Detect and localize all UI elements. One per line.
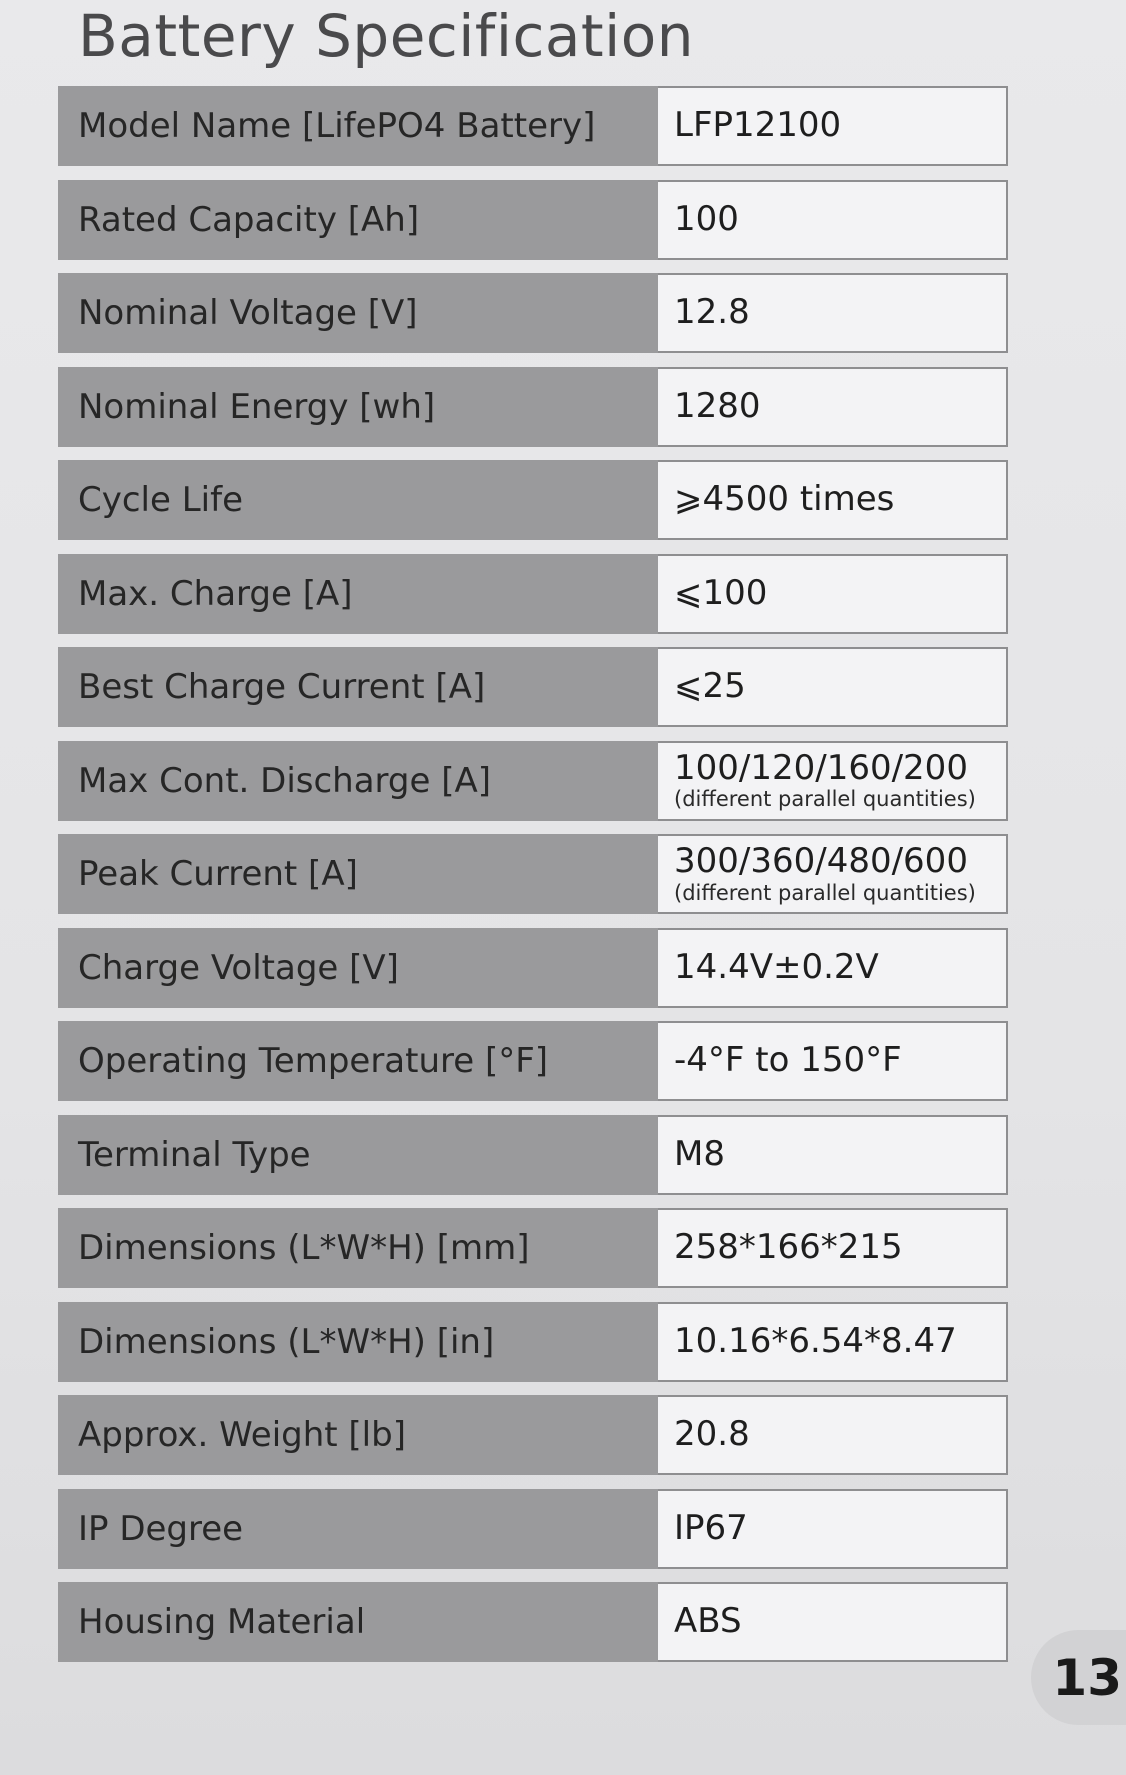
spec-label: Cycle Life (58, 460, 658, 540)
spec-value: ⩾4500 times (674, 479, 895, 520)
spec-row (58, 367, 1008, 447)
spec-row (58, 1395, 1008, 1475)
spec-row (58, 1489, 1008, 1569)
spec-value: ⩽100 (674, 572, 768, 613)
page-title: Battery Specification (78, 2, 694, 70)
spec-value: IP67 (674, 1507, 748, 1548)
page-number: 13 (1031, 1630, 1126, 1725)
spec-label: Approx. Weight [lb] (58, 1395, 658, 1475)
spec-value-cell (658, 1115, 1008, 1195)
spec-label: Dimensions (L*W*H) [mm] (58, 1208, 658, 1288)
spec-row (58, 1302, 1008, 1382)
spec-value: 14.4V±0.2V (674, 946, 879, 987)
spec-label: Model Name [LifePO4 Battery] (58, 86, 658, 166)
spec-value-cell (658, 741, 1008, 821)
spec-value-cell (658, 1395, 1008, 1475)
spec-value: 258*166*215 (674, 1227, 903, 1268)
spec-value: 20.8 (674, 1414, 750, 1455)
spec-value: 100/120/160/200 (674, 747, 968, 788)
spec-label: Terminal Type (58, 1115, 658, 1195)
spec-value: -4°F to 150°F (674, 1040, 902, 1081)
spec-value: ABS (674, 1601, 742, 1642)
spec-value: 100 (674, 198, 739, 239)
spec-value: 12.8 (674, 292, 750, 333)
spec-value-cell (658, 367, 1008, 447)
spec-value-cell (658, 834, 1008, 914)
spec-value-cell (658, 1489, 1008, 1569)
spec-value-note: (different parallel quantities) (674, 787, 976, 812)
spec-value-cell (658, 86, 1008, 166)
spec-row (58, 1021, 1008, 1101)
spec-value-cell (658, 180, 1008, 260)
spec-value: LFP12100 (674, 105, 842, 146)
spec-value: 10.16*6.54*8.47 (674, 1320, 957, 1361)
spec-value-note: (different parallel quantities) (674, 880, 976, 905)
spec-row (58, 273, 1008, 353)
spec-value-cell (658, 1208, 1008, 1288)
spec-label: Operating Temperature [°F] (58, 1021, 658, 1101)
spec-value-cell (658, 554, 1008, 634)
spec-label: Nominal Energy [wh] (58, 367, 658, 447)
spec-value-cell (658, 460, 1008, 540)
spec-value-cell (658, 1582, 1008, 1662)
spec-row (58, 554, 1008, 634)
spec-table (58, 86, 1008, 1676)
spec-value-cell (658, 273, 1008, 353)
spec-label: Peak Current [A] (58, 834, 658, 914)
spec-row (58, 928, 1008, 1008)
spec-row (58, 86, 1008, 166)
spec-row (58, 741, 1008, 821)
spec-value-cell (658, 1021, 1008, 1101)
spec-value: M8 (674, 1133, 725, 1174)
spec-label: Best Charge Current [A] (58, 647, 658, 727)
spec-value-cell (658, 928, 1008, 1008)
spec-label: Housing Material (58, 1582, 658, 1662)
spec-label: Rated Capacity [Ah] (58, 180, 658, 260)
spec-label: Nominal Voltage [V] (58, 273, 658, 353)
spec-row (58, 834, 1008, 914)
spec-value: 1280 (674, 385, 761, 426)
spec-label: Charge Voltage [V] (58, 928, 658, 1008)
spec-label: Dimensions (L*W*H) [in] (58, 1302, 658, 1382)
spec-row (58, 1208, 1008, 1288)
spec-value-cell (658, 1302, 1008, 1382)
spec-value: 300/360/480/600 (674, 841, 968, 882)
spec-value: ⩽25 (674, 666, 746, 707)
spec-label: Max Cont. Discharge [A] (58, 741, 658, 821)
spec-label: IP Degree (58, 1489, 658, 1569)
spec-row (58, 647, 1008, 727)
spec-row (58, 1115, 1008, 1195)
spec-label: Max. Charge [A] (58, 554, 658, 634)
spec-value-cell (658, 647, 1008, 727)
spec-row (58, 460, 1008, 540)
spec-row (58, 180, 1008, 260)
spec-row (58, 1582, 1008, 1662)
